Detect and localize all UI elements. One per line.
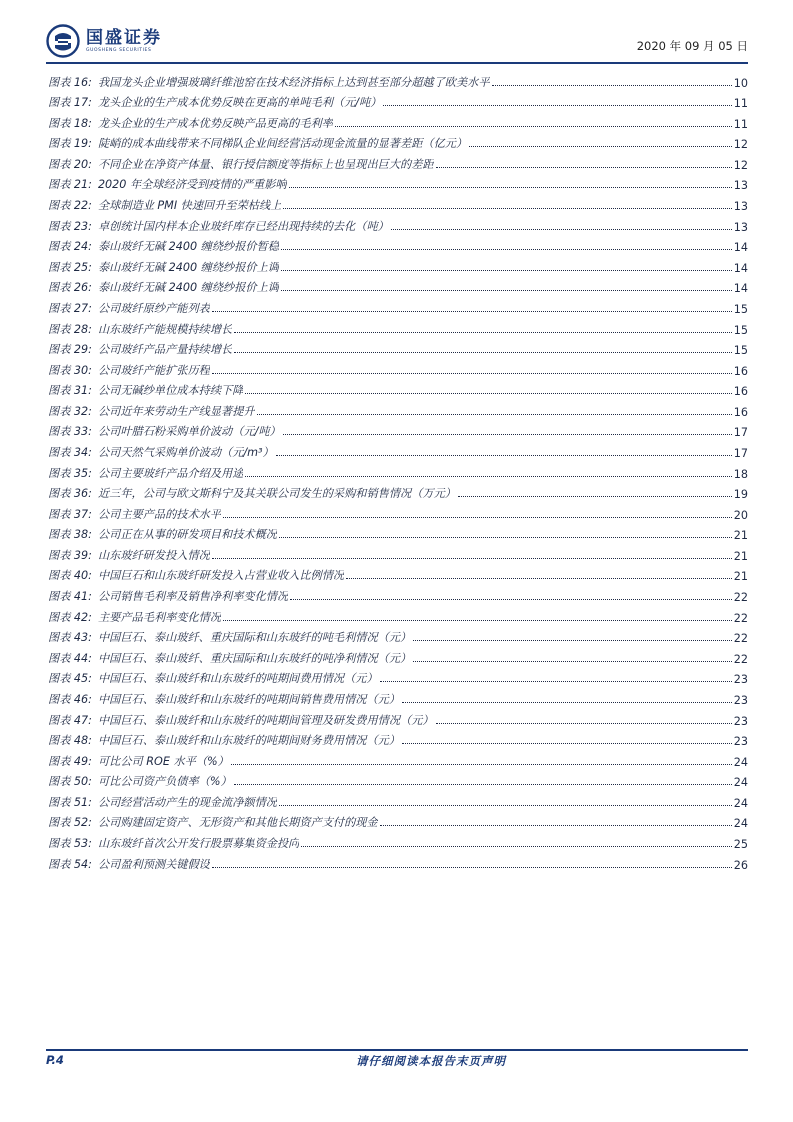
toc-entry-page[interactable]: 15 xyxy=(733,302,748,316)
toc-entry-number: 图表 19: xyxy=(48,137,92,151)
toc-entry[interactable] xyxy=(48,769,748,790)
toc-leader-dots xyxy=(245,393,731,394)
toc-entry-number: 图表 40: xyxy=(48,569,92,583)
toc-leader-dots xyxy=(301,846,731,847)
toc-entry-number: 图表 38: xyxy=(48,528,92,542)
toc-entry-number: 图表 26: xyxy=(48,281,92,295)
toc-entry[interactable] xyxy=(48,90,748,111)
figure-index-list xyxy=(48,69,748,872)
toc-entry-title[interactable]: 公司玻纤产能扩张历程 xyxy=(97,363,210,377)
toc-entry-title[interactable]: 中国巨石和山东玻纤研发投入占营业收入比例情况 xyxy=(97,569,345,583)
toc-leader-dots xyxy=(391,229,732,230)
toc-entry[interactable] xyxy=(48,275,748,296)
toc-entry-number: 图表 29: xyxy=(48,343,92,357)
toc-leader-dots xyxy=(380,681,732,682)
toc-entry-page[interactable]: 14 xyxy=(733,282,748,296)
toc-leader-dots xyxy=(212,558,732,559)
toc-entry-number: 图表 51: xyxy=(48,795,92,809)
toc-entry-title[interactable]: 泰山玻纤无碱 2400 缠绕纱报价暂稳 xyxy=(97,240,279,254)
toc-leader-dots xyxy=(234,784,732,785)
toc-entry-title[interactable]: 陡峭的成本曲线带来不同梯队企业间经营活动现金流量的显著差距（亿元） xyxy=(97,137,468,151)
toc-entry-number: 图表 24: xyxy=(48,240,92,254)
toc-entry-number: 图表 22: xyxy=(48,199,92,213)
toc-entry[interactable] xyxy=(48,501,748,522)
toc-entry[interactable] xyxy=(48,419,748,440)
toc-entry-number: 图表 27: xyxy=(48,301,92,315)
toc-entry-page[interactable]: 17 xyxy=(733,426,748,440)
toc-entry-title[interactable]: 中国巨石、泰山玻纤、重庆国际和山东玻纤的吨净利情况（元） xyxy=(97,651,412,665)
toc-entry-title[interactable]: 公司无碱纱单位成本持续下降 xyxy=(97,384,244,398)
toc-entry-page[interactable]: 22 xyxy=(733,591,748,605)
toc-entry-number: 图表 34: xyxy=(48,445,92,459)
toc-leader-dots xyxy=(257,414,732,415)
toc-entry[interactable] xyxy=(48,645,748,666)
toc-entry-title[interactable]: 龙头企业的生产成本优势反映在更高的单吨毛利（元/吨） xyxy=(97,96,382,110)
toc-entry-page[interactable]: 23 xyxy=(733,673,748,687)
toc-leader-dots xyxy=(245,476,731,477)
toc-leader-dots xyxy=(413,661,732,662)
toc-entry-number: 图表 32: xyxy=(48,404,92,418)
toc-entry[interactable] xyxy=(48,707,748,728)
toc-leader-dots xyxy=(281,249,732,250)
toc-entry-title[interactable]: 中国巨石、泰山玻纤、重庆国际和山东玻纤的吨毛利情况（元） xyxy=(97,631,412,645)
toc-entry[interactable] xyxy=(48,604,748,625)
toc-entry-number: 图表 41: xyxy=(48,590,92,604)
toc-entry-title[interactable]: 可比公司 ROE 水平（%） xyxy=(97,754,229,768)
toc-entry-title[interactable]: 山东玻纤产能规模持续增长 xyxy=(97,322,233,336)
toc-entry[interactable] xyxy=(48,439,748,460)
toc-leader-dots xyxy=(283,434,732,435)
toc-leader-dots xyxy=(279,537,732,538)
page-number: P.4 xyxy=(46,1053,64,1067)
toc-entry-number: 图表 31: xyxy=(48,384,92,398)
toc-entry-page[interactable]: 17 xyxy=(733,446,748,460)
toc-entry[interactable] xyxy=(48,522,748,543)
toc-entry[interactable] xyxy=(48,583,748,604)
toc-entry-title[interactable]: 公司正在从事的研发项目和技术概况 xyxy=(97,528,277,542)
toc-leader-dots xyxy=(402,743,732,744)
toc-entry-page[interactable]: 12 xyxy=(733,138,748,152)
toc-entry-title[interactable]: 公司玻纤产品产量持续增长 xyxy=(97,343,233,357)
brand-logo xyxy=(46,24,162,58)
toc-entry[interactable] xyxy=(48,398,748,419)
toc-entry-title[interactable]: 近三年，公司与欧文斯科宁及其关联公司发生的采购和销售情况（万元） xyxy=(97,487,456,501)
toc-leader-dots xyxy=(212,373,732,374)
toc-entry-page[interactable]: 13 xyxy=(733,200,748,214)
toc-entry-title[interactable]: 公司主要产品的技术水平 xyxy=(97,507,222,521)
toc-entry[interactable] xyxy=(48,192,748,213)
toc-leader-dots xyxy=(346,578,732,579)
toc-entry-title[interactable]: 主要产品毛利率变化情况 xyxy=(97,610,222,624)
toc-entry-number: 图表 35: xyxy=(48,466,92,480)
toc-entry-title[interactable]: 公司销售毛利率及销售净利率变化情况 xyxy=(97,590,289,604)
toc-entry-title[interactable]: 龙头企业的生产成本优势反映产品更高的毛利率 xyxy=(97,116,333,130)
toc-entry-title[interactable]: 公司天然气采购单价波动（元/m³） xyxy=(97,445,274,459)
toc-leader-dots xyxy=(231,764,732,765)
toc-entry-title[interactable]: 公司购建固定资产、无形资产和其他长期资产支付的现金 xyxy=(97,816,378,830)
disclaimer-text: 请仔细阅读本报告末页声明 xyxy=(356,1054,506,1068)
toc-leader-dots xyxy=(413,640,732,641)
toc-entry-page[interactable]: 26 xyxy=(733,858,748,872)
toc-entry-title[interactable]: 公司叶腊石粉采购单价波动（元/吨） xyxy=(97,425,281,439)
toc-entry-number: 图表 39: xyxy=(48,548,92,562)
toc-leader-dots xyxy=(469,146,732,147)
toc-entry-title[interactable]: 不同企业在净资产体量、银行授信额度等指标上也呈现出巨大的差距 xyxy=(97,157,434,171)
toc-entry-page[interactable]: 14 xyxy=(733,241,748,255)
toc-entry[interactable] xyxy=(48,748,748,769)
toc-entry-number: 图表 30: xyxy=(48,363,92,377)
toc-entry-number: 图表 52: xyxy=(48,816,92,830)
toc-entry-title[interactable]: 可比公司资产负债率（%） xyxy=(97,775,232,789)
toc-entry-number: 图表 47: xyxy=(48,713,92,727)
toc-entry-title[interactable]: 中国巨石、泰山玻纤和山东玻纤的吨期间费用情况（元） xyxy=(97,672,378,686)
toc-entry-number: 图表 46: xyxy=(48,692,92,706)
toc-entry-page[interactable]: 25 xyxy=(733,837,748,851)
toc-entry-number: 图表 36: xyxy=(48,487,92,501)
toc-leader-dots xyxy=(436,167,732,168)
toc-leader-dots xyxy=(383,105,731,106)
toc-leader-dots xyxy=(281,270,732,271)
toc-entry[interactable] xyxy=(48,357,748,378)
toc-entry-title[interactable]: 山东玻纤研发投入情况 xyxy=(97,548,210,562)
toc-entry-title[interactable]: 泰山玻纤无碱 2400 缠绕纱报价上调 xyxy=(97,260,279,274)
toc-entry-title[interactable]: 山东玻纤首次公开发行股票募集资金投向 xyxy=(97,836,300,850)
toc-entry-page[interactable]: 13 xyxy=(733,179,748,193)
toc-entry-number: 图表 43: xyxy=(48,631,92,645)
toc-leader-dots xyxy=(290,599,732,600)
toc-entry-page[interactable]: 23 xyxy=(733,693,748,707)
toc-entry-page[interactable]: 24 xyxy=(733,776,748,790)
toc-entry-number: 图表 37: xyxy=(48,507,92,521)
toc-entry-number: 图表 28: xyxy=(48,322,92,336)
toc-entry-page[interactable]: 22 xyxy=(733,611,748,625)
toc-entry-page[interactable]: 16 xyxy=(733,385,748,399)
report-date: 2020 年 09 月 05 日 xyxy=(636,39,748,53)
toc-entry-number: 图表 45: xyxy=(48,672,92,686)
toc-entry-number: 图表 53: xyxy=(48,836,92,850)
toc-entry-number: 图表 16: xyxy=(48,75,92,89)
toc-entry-number: 图表 44: xyxy=(48,651,92,665)
toc-entry[interactable] xyxy=(48,69,748,90)
toc-entry-title[interactable]: 中国巨石、泰山玻纤和山东玻纤的吨期间销售费用情况（元） xyxy=(97,692,401,706)
toc-entry[interactable] xyxy=(48,666,748,687)
toc-leader-dots xyxy=(223,517,732,518)
toc-leader-dots xyxy=(335,126,732,127)
toc-entry-page[interactable]: 21 xyxy=(733,529,748,543)
toc-entry[interactable] xyxy=(48,625,748,646)
toc-entry-page[interactable]: 11 xyxy=(733,97,748,111)
toc-entry-page[interactable]: 24 xyxy=(733,817,748,831)
toc-entry-page[interactable]: 11 xyxy=(733,117,748,131)
toc-entry-title[interactable]: 公司经营活动产生的现金流净额情况 xyxy=(97,795,277,809)
page-header xyxy=(46,22,748,62)
toc-entry[interactable] xyxy=(48,316,748,337)
toc-entry-page[interactable]: 18 xyxy=(733,467,748,481)
toc-entry-page[interactable]: 16 xyxy=(733,364,748,378)
toc-entry-number: 图表 50: xyxy=(48,775,92,789)
toc-entry[interactable] xyxy=(48,295,748,316)
toc-entry[interactable] xyxy=(48,563,748,584)
toc-entry[interactable] xyxy=(48,686,748,707)
toc-entry-title[interactable]: 公司玻纤原纱产能列表 xyxy=(97,301,210,315)
toc-entry-page[interactable]: 16 xyxy=(733,405,748,419)
toc-entry-title[interactable]: 公司主要玻纤产品介绍及用途 xyxy=(97,466,244,480)
toc-leader-dots xyxy=(212,311,732,312)
toc-entry[interactable] xyxy=(48,337,748,358)
toc-leader-dots xyxy=(234,332,732,333)
toc-entry-number: 图表 33: xyxy=(48,425,92,439)
toc-entry-number: 图表 54: xyxy=(48,857,92,871)
toc-entry-page[interactable]: 22 xyxy=(733,632,748,646)
toc-entry-page[interactable]: 23 xyxy=(733,714,748,728)
toc-entry-page[interactable]: 13 xyxy=(733,220,748,234)
toc-entry[interactable] xyxy=(48,254,748,275)
toc-leader-dots xyxy=(492,85,732,86)
toc-leader-dots xyxy=(283,208,731,209)
toc-entry[interactable] xyxy=(48,830,748,851)
brand-logo-icon xyxy=(46,24,80,58)
toc-entry-page[interactable]: 14 xyxy=(733,261,748,275)
toc-entry[interactable] xyxy=(48,131,748,152)
toc-entry-page[interactable]: 19 xyxy=(733,488,748,502)
toc-entry[interactable] xyxy=(48,110,748,131)
toc-entry-number: 图表 21: xyxy=(48,178,92,192)
toc-entry-title[interactable]: 我国龙头企业增强玻璃纤维池窑在技术经济指标上达到甚至部分超越了欧美水平 xyxy=(97,75,490,89)
toc-entry-page[interactable]: 24 xyxy=(733,755,748,769)
toc-entry-number: 图表 20: xyxy=(48,157,92,171)
toc-entry-number: 图表 18: xyxy=(48,116,92,130)
toc-entry-title[interactable]: 卓创统计国内样本企业玻纤库存已经出现持续的去化（吨） xyxy=(97,219,389,233)
toc-entry-page[interactable]: 10 xyxy=(733,76,748,90)
toc-leader-dots xyxy=(279,805,732,806)
toc-entry-title[interactable]: 中国巨石、泰山玻纤和山东玻纤的吨期间管理及研发费用情况（元） xyxy=(97,713,434,727)
toc-leader-dots xyxy=(380,825,732,826)
toc-entry[interactable] xyxy=(48,542,748,563)
toc-entry[interactable] xyxy=(48,378,748,399)
toc-leader-dots xyxy=(436,723,732,724)
toc-leader-dots xyxy=(276,455,732,456)
toc-entry[interactable] xyxy=(48,481,748,502)
toc-entry[interactable] xyxy=(48,851,748,872)
toc-leader-dots xyxy=(223,620,732,621)
toc-entry[interactable] xyxy=(48,172,748,193)
toc-entry-number: 图表 48: xyxy=(48,734,92,748)
toc-entry-page[interactable]: 24 xyxy=(733,796,748,810)
toc-entry-page[interactable]: 23 xyxy=(733,735,748,749)
toc-entry[interactable] xyxy=(48,728,748,749)
brand-name-en: GUOSHENG SECURITIES xyxy=(86,48,152,53)
toc-entry-page[interactable]: 15 xyxy=(733,344,748,358)
toc-entry-page[interactable]: 22 xyxy=(733,652,748,666)
toc-entry-number: 图表 25: xyxy=(48,260,92,274)
toc-entry-number: 图表 17: xyxy=(48,96,92,110)
header-divider xyxy=(46,62,748,64)
toc-entry[interactable] xyxy=(48,810,748,831)
toc-entry-page[interactable]: 20 xyxy=(733,508,748,522)
toc-leader-dots xyxy=(289,187,732,188)
toc-entry-title[interactable]: 中国巨石、泰山玻纤和山东玻纤的吨期间财务费用情况（元） xyxy=(97,734,401,748)
toc-entry-title[interactable]: 2020 年全球经济受到疫情的严重影响 xyxy=(97,178,287,192)
toc-entry-number: 图表 23: xyxy=(48,219,92,233)
toc-entry-page[interactable]: 21 xyxy=(733,570,748,584)
footer-divider xyxy=(46,1049,748,1051)
toc-entry-number: 图表 49: xyxy=(48,754,92,768)
toc-leader-dots xyxy=(212,867,732,868)
toc-leader-dots xyxy=(281,290,732,291)
toc-leader-dots xyxy=(234,352,732,353)
toc-entry-page[interactable]: 21 xyxy=(733,549,748,563)
toc-entry[interactable] xyxy=(48,789,748,810)
toc-leader-dots xyxy=(402,702,732,703)
brand-name: 国盛证券 xyxy=(86,28,162,48)
toc-entry-title[interactable]: 公司近年来劳动生产线显著提升 xyxy=(97,404,255,418)
toc-entry-page[interactable]: 15 xyxy=(733,323,748,337)
toc-entry-page[interactable]: 12 xyxy=(733,158,748,172)
toc-entry[interactable] xyxy=(48,234,748,255)
toc-entry-title[interactable]: 泰山玻纤无碱 2400 缠绕纱报价上调 xyxy=(97,281,279,295)
toc-entry[interactable] xyxy=(48,213,748,234)
toc-entry-title[interactable]: 全球制造业 PMI 快速回升至荣枯线上 xyxy=(97,199,282,213)
toc-entry[interactable] xyxy=(48,460,748,481)
toc-entry[interactable] xyxy=(48,151,748,172)
toc-leader-dots xyxy=(458,496,732,497)
toc-entry-number: 图表 42: xyxy=(48,610,92,624)
toc-entry-title[interactable]: 公司盈利预测关键假设 xyxy=(97,857,210,871)
